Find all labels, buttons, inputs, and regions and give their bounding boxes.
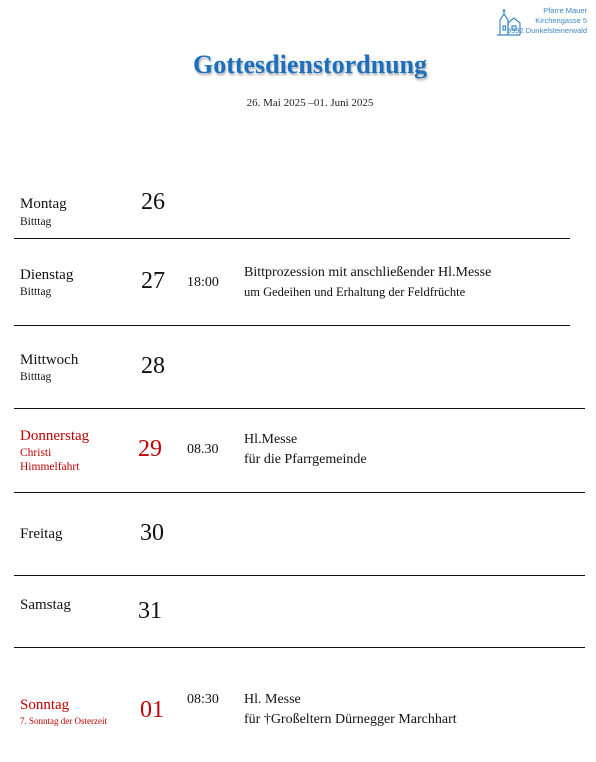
parish-address	[507, 6, 587, 36]
divider	[14, 325, 570, 326]
service-intention: um Gedeihen und Erhaltung der Feldfrüchte	[244, 285, 466, 299]
divider	[14, 492, 585, 493]
day-subtitle-continued: Himmelfahrt	[20, 461, 80, 473]
service-title: Hl.Messe	[244, 432, 298, 447]
day-number: 30	[140, 520, 164, 546]
service-time: 08:30	[187, 692, 219, 707]
service-time: 08.30	[187, 442, 219, 457]
day-name: Freitag	[20, 526, 63, 542]
day-number: 31	[138, 598, 162, 624]
parish-logo	[495, 6, 587, 40]
parish-name: Pfarre Mauer	[543, 6, 587, 15]
divider	[14, 238, 570, 239]
day-number: 27	[141, 268, 165, 294]
day-name: Montag	[20, 196, 67, 212]
parish-city: 3392 Dunkelsteinerwald	[506, 26, 587, 35]
date-range: 26. Mai 2025 –01. Juni 2025	[246, 97, 374, 109]
day-number: 29	[138, 436, 162, 462]
day-subtitle: Bitttag	[20, 286, 52, 298]
day-subtitle: Christi	[20, 447, 52, 459]
day-name: Samstag	[20, 597, 71, 613]
page-title: Gottesdienstordnung	[192, 50, 428, 79]
day-number: 28	[141, 353, 165, 379]
day-name: Dienstag	[20, 267, 74, 283]
service-intention: für die Pfarrgemeinde	[244, 452, 367, 467]
divider	[14, 647, 585, 648]
parish-street: Kirchengasse 5	[535, 16, 587, 25]
service-intention: für †Großeltern Dürnegger Marchhart	[244, 712, 457, 727]
day-subtitle: Bitttag	[20, 216, 52, 228]
day-subtitle: 7. Sonntag der Osterzeit	[20, 716, 107, 726]
day-number: 01	[140, 697, 164, 723]
day-name: Donnerstag	[20, 428, 90, 444]
day-name: Mittwoch	[20, 352, 79, 368]
divider	[14, 408, 585, 409]
service-title: Hl. Messe	[244, 692, 301, 707]
service-time: 18:00	[187, 275, 219, 290]
divider	[14, 575, 585, 576]
service-title: Bittprozession mit anschließender Hl.Messe	[244, 265, 492, 280]
day-name: Sonntag	[20, 697, 70, 713]
day-subtitle: Bitttag	[20, 371, 52, 383]
day-number: 26	[141, 189, 165, 215]
